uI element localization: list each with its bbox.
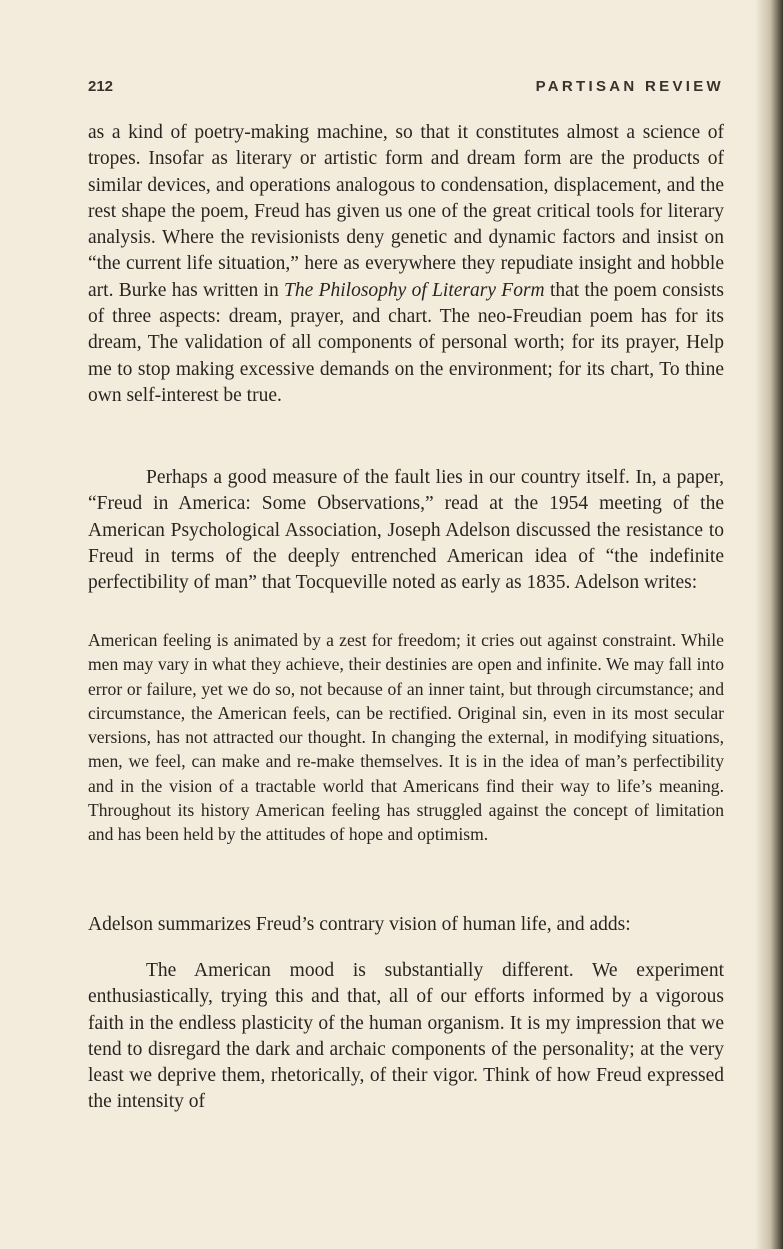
page-edge-shadow: [755, 0, 783, 1249]
body-paragraph-3: Adelson summarizes Freud’s contrary vision of human life, and adds:: [88, 914, 631, 935]
block-quote-1: American feeling is animated by a zest for freedom; it cries out against constraint. While men may vary in what they achieve, their destinies are open and infinite. We may fall into error or failure, yet we do so, not because of an inner taint, but through circumstance; and circumstance, the American feels, can be rectified. Original sin, even in its most secular versions, has not attracted our thought. In changing the external, in modifying situations, men, we feel, can make and re-make themselves. It is in the idea of man’s perfectibility and in the vision of a tractable world that Americans find their way to life’s meaning. Throughout its history American feeling has struggled against the concept of limitation and has been held by the attitudes of hope and optimism.: [88, 630, 724, 845]
block-quote-2: The American mood is substantially different. We experiment enthusiastically, trying this and that, all of our efforts informed by a vigorous faith in the endless plasticity of the human organism. It is my impression that we tend to disregard the dark and archaic components of the personality; at the very least we deprive them, rhetorically, of their vigor. Think of how Freud expressed the intensity of: [88, 960, 724, 1113]
running-head: PARTISAN REVIEW: [535, 78, 724, 95]
book-title: The Philosophy of Literary Form: [284, 279, 545, 301]
page-header: [88, 78, 724, 102]
page-number: 212: [88, 78, 114, 95]
paragraph-text: as a kind of poetry-making machine, so that it constitutes almost a science of tropes. Insofar as literary or artistic form and dream form are the products of similar devices, and operations analogous to condensation, displacement, and the rest shape the poem, Freud has given us one of the great critical tools for literary analysis. Where the revisionists deny genetic and dynamic factors and insist on “the current life situation,” here as everywhere they repudiate insight and hobble art. Burke has written in The Philosophy of Literary Form that the poem consists of three aspects: dream, prayer, and chart. The neo-Freudian poem has for its dream, The validation of all components of personal worth; for its prayer, Help me to stop making excessive demands on the environment; for its chart, To thine own self-interest be true.: [88, 122, 724, 406]
body-paragraph-2: Perhaps a good measure of the fault lies in our country itself. In, a paper, “Freud in America: Some Observations,” read at the 1954 meeting of the American Psychological Association, Joseph Adelson discussed the resistance to Freud in terms of the deeply entrenched American idea of “the indefinite perfectibility of man” that Tocqueville noted as early as 1835. Adelson writes:: [88, 467, 724, 594]
body-paragraph-1: [88, 120, 724, 409]
